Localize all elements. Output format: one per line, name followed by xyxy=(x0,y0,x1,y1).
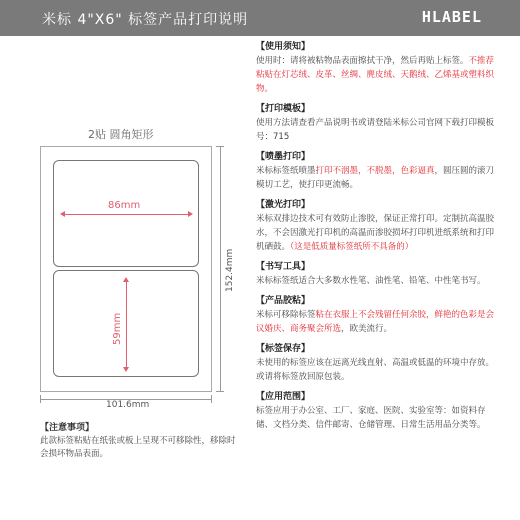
instruction-section xyxy=(256,390,496,432)
width-measure-line xyxy=(62,214,191,215)
section-text xyxy=(256,308,496,336)
height-arrow-down-icon xyxy=(123,367,129,372)
instruction-section xyxy=(256,102,496,144)
width-arrow-left-icon xyxy=(60,211,65,217)
sheet-height-text: 152.4mm xyxy=(225,248,235,292)
label-height-text: 59mm xyxy=(112,312,123,345)
body-text: 米标双排边技术可有效防止渗胶，保证正常打印。定制抗高温胶水，不会因激光打印机的高温而渗胶损坏打印机进纸系统和打印机硒鼓。 xyxy=(256,214,495,252)
sheet-height-tick-bottom xyxy=(216,391,224,392)
height-measure-line xyxy=(126,280,127,370)
body-text: 米标标签纸适合大多数水性笔、油性笔、铅笔、中性笔书写。 xyxy=(256,276,486,286)
height-arrow-up-icon xyxy=(123,277,129,282)
body-text: ，欧美流行。 xyxy=(341,324,393,334)
sheet-width-text: 101.6mm xyxy=(106,400,150,410)
body-text: 米标标签纸喷墨 xyxy=(256,166,316,176)
instruction-section xyxy=(256,294,496,336)
section-title: 【使用须知】 xyxy=(256,42,311,52)
notice-text: 此款标签粘贴在纸张或板上呈现不可移除性，移除时会损坏物品表面。 xyxy=(40,436,236,459)
brand-logo: HLABEL xyxy=(421,8,482,26)
width-arrow-right-icon xyxy=(188,211,193,217)
instruction-section xyxy=(256,150,496,192)
sheet-height-line xyxy=(220,146,221,392)
instruction-section xyxy=(256,40,496,96)
sheet-width-tick-left xyxy=(40,395,41,403)
section-title: 【书写工具】 xyxy=(256,262,311,272)
section-text xyxy=(256,116,496,144)
notice-block xyxy=(40,420,240,461)
section-title: 【标签保存】 xyxy=(256,344,311,354)
header-bar xyxy=(0,0,520,36)
body-text: ，圆压圆的滚刀模切工艺，使打印更流畅。 xyxy=(256,166,495,190)
highlight-text: 不推荐粘贴在灯芯绒、皮革、丝绸、麂皮绒、天鹅绒、乙烯基或塑料织物。 xyxy=(256,56,495,94)
section-text xyxy=(256,404,496,432)
highlight-text: 打印不洇墨，不脱墨，色彩逼真 xyxy=(315,166,435,176)
section-title: 【应用范围】 xyxy=(256,392,311,402)
instruction-section xyxy=(256,342,496,384)
section-text xyxy=(256,356,496,384)
section-title: 【喷墨打印】 xyxy=(256,152,311,162)
section-text xyxy=(256,164,496,192)
body-text: 使用方法请查看产品说明书或请登陆米标公司官网下载打印模板号：715 xyxy=(256,118,495,142)
instruction-section xyxy=(256,198,496,254)
section-text xyxy=(256,212,496,254)
body-text: 米标可移除标签 xyxy=(256,310,316,320)
instruction-section xyxy=(256,260,496,288)
body-text: 标签应用于办公室、工厂、家庭、医院、实验室等：如资料存储、文档分类、信件邮寄、仓储管理、日常生活用品分类等。 xyxy=(256,406,486,430)
diagram-caption: 2贴 圆角矩形 xyxy=(88,128,154,141)
highlight-text: （这是低质量标签纸所不具备的） xyxy=(290,242,414,252)
section-title: 【打印模板】 xyxy=(256,104,311,114)
page-title: 米标 4"X6" 标签产品打印说明 xyxy=(42,12,249,28)
body-text: 使用时：请将被粘物品表面擦拭干净，然后再贴上标签。 xyxy=(256,56,469,66)
body-text: 未使用的标签应该在远离光线直射、高温或低温的环境中存放。或请将标签放回原包装。 xyxy=(256,358,495,382)
section-title: 【产品胶粘】 xyxy=(256,296,311,306)
section-title: 【激光打印】 xyxy=(256,200,311,210)
sheet-height-tick-top xyxy=(216,146,224,147)
instructions-panel xyxy=(256,40,496,438)
label-width-text: 86mm xyxy=(108,200,141,211)
notice-title: 【注意事项】 xyxy=(40,423,95,433)
section-text xyxy=(256,54,496,96)
section-text xyxy=(256,274,496,288)
highlight-text: 粘在衣服上不会残留任何余胶，鲜艳的色彩是会议婚庆、商务聚会所选 xyxy=(256,310,495,334)
sheet-width-tick-right xyxy=(211,395,212,403)
